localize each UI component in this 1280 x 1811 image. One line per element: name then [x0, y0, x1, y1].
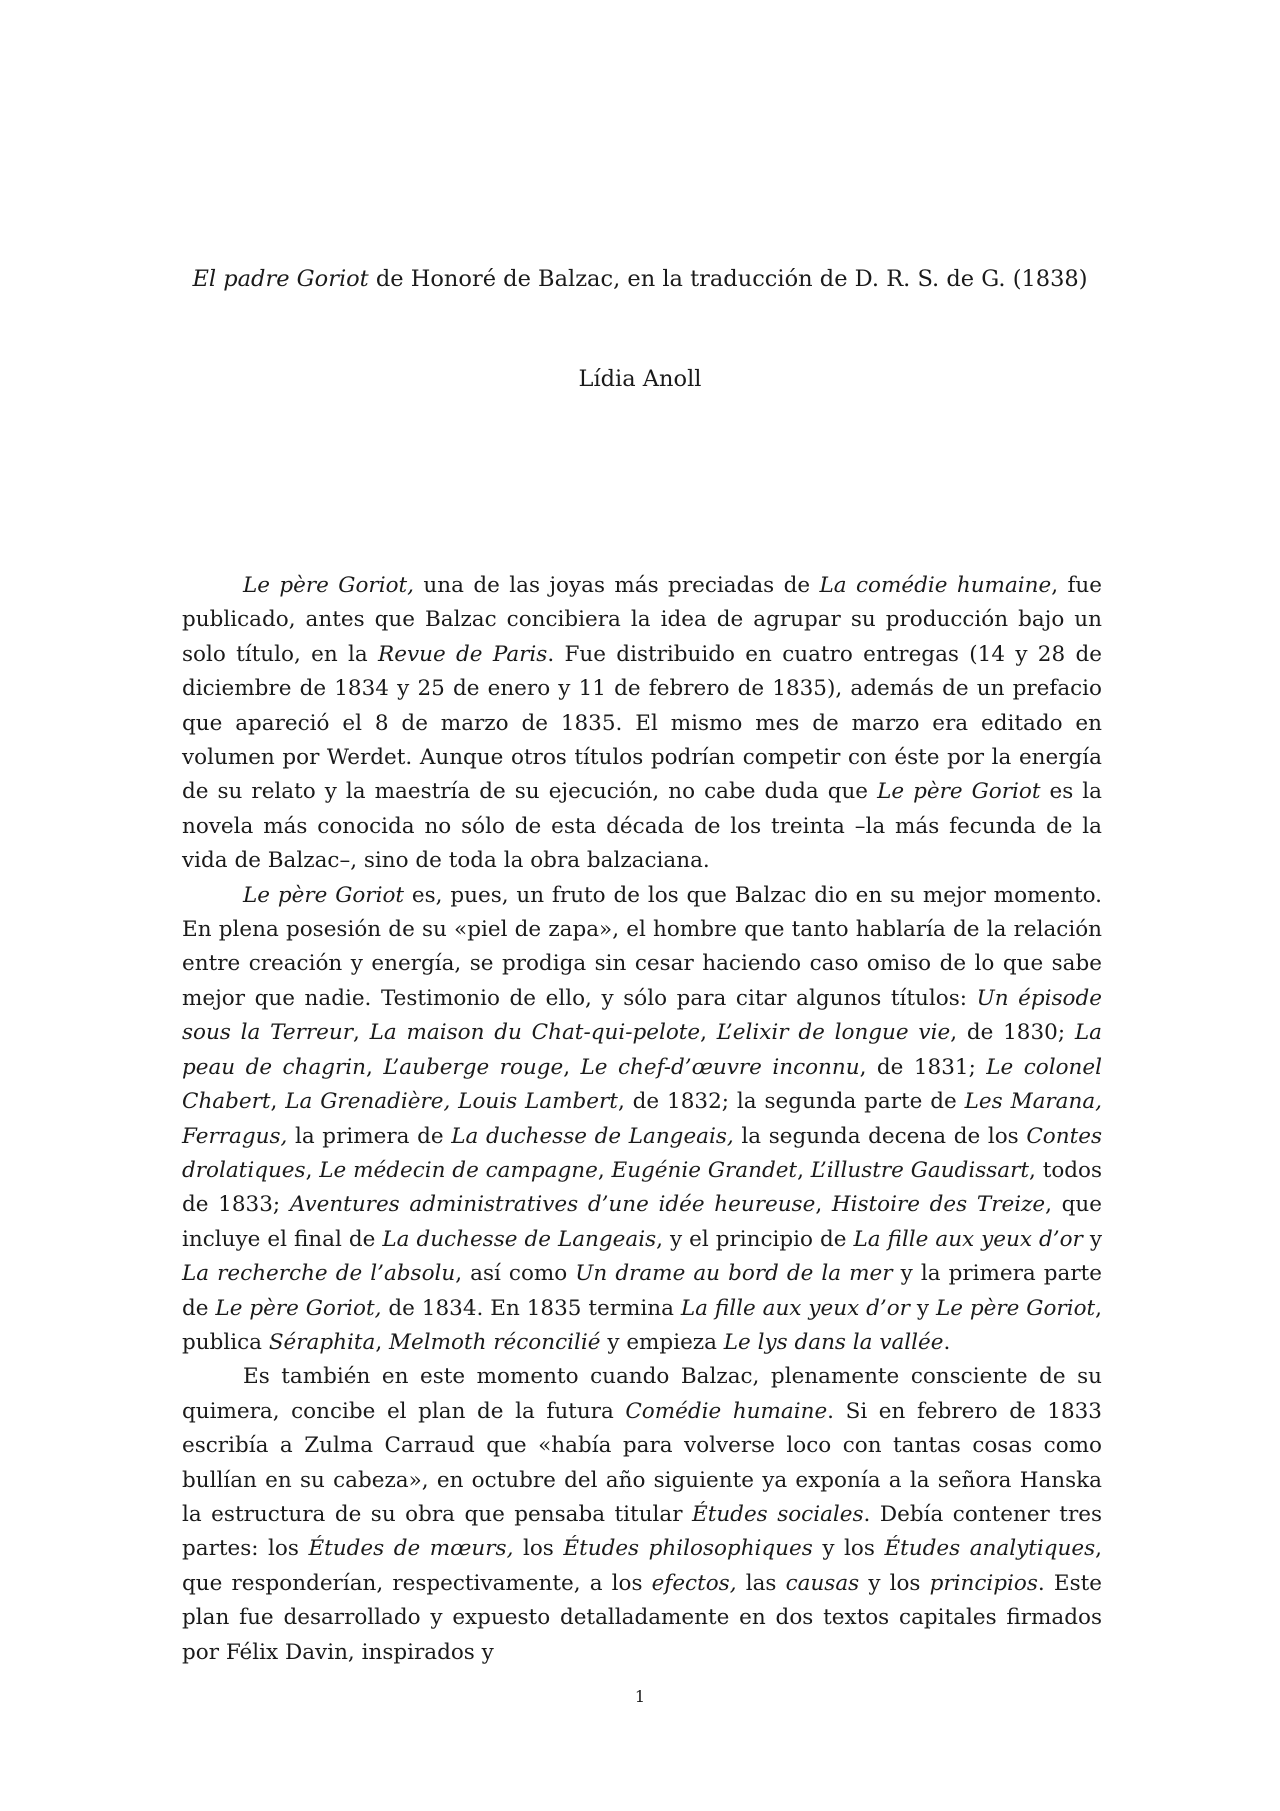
text-span: , así como	[455, 1261, 576, 1287]
text-span: ,	[597, 1157, 612, 1183]
italic-title-span: Aventures administratives d’une idée heureuse	[289, 1192, 816, 1218]
text-span: . Si en febrero de 1833 escribía a Zulma Carraud que «había para volverse loco con tantas cosas como bullían en su cabeza», en octubre del año siguiente ya exponía a la señora Hanska la estructura de su obra que pensaba titular	[182, 1398, 1102, 1527]
italic-title-span: La maison du Chat-qui-pelote	[369, 1020, 701, 1046]
text-span: , y el principio de	[656, 1226, 854, 1252]
text-span: ,	[352, 1020, 370, 1046]
italic-title-span: L’elixir de longue vie	[716, 1020, 951, 1046]
text-span: ,	[700, 1020, 717, 1046]
italic-title-span: Le lys dans la vallée	[723, 1329, 944, 1355]
italic-title-span: Un drame au bord de la mer	[575, 1261, 893, 1287]
paragraph	[182, 1360, 1102, 1670]
italic-title-span: Contes drolatiques	[182, 1123, 1102, 1183]
italic-title-span: Études sociales	[692, 1501, 864, 1527]
italic-title-span: Un épisode sous la Terreur	[182, 985, 1102, 1046]
text-span: , que responderían, respectivamente, a los	[182, 1536, 1102, 1596]
italic-title-span: Séraphita	[268, 1329, 376, 1355]
italic-title-span: Études de mœurs,	[308, 1536, 514, 1562]
text-span: la primera de	[287, 1123, 452, 1149]
italic-title-span: Histoire des Treize	[831, 1192, 1046, 1218]
italic-title-span: Études philosophiques	[563, 1536, 813, 1562]
text-span: de 1834. En 1835 termina	[381, 1295, 681, 1321]
text-span: y los	[812, 1536, 885, 1562]
text-span: las	[736, 1570, 786, 1596]
italic-title-span: La recherche de l’absolu	[182, 1261, 456, 1287]
text-span: . Debía contener tres partes: los	[182, 1501, 1102, 1562]
text-span: , todos de 1833;	[182, 1157, 1103, 1218]
text-span: , fue publicado, antes que Balzac concibiera la idea de agrupar su producción bajo un solo título, en la	[182, 573, 1102, 667]
italic-title-span: La Grenadière, Louis Lambert	[285, 1089, 618, 1115]
italic-title-span: La comédie humaine	[819, 573, 1052, 598]
italic-title-span: La fille aux yeux d’or	[853, 1226, 1083, 1252]
italic-title-span: Le père Goriot,	[215, 1295, 382, 1321]
text-span: y	[1082, 1226, 1102, 1252]
text-span: .	[943, 1329, 951, 1355]
italic-title-span: Le colonel Chabert	[182, 1054, 1102, 1115]
italic-title-span: La fille aux yeux d’or	[680, 1295, 910, 1321]
italic-title-span: L’illustre Gaudissart	[810, 1157, 1030, 1183]
text-span: ,	[366, 1054, 384, 1080]
italic-title-span: efectos,	[651, 1570, 737, 1596]
text-span: la segunda decena de los	[733, 1123, 1027, 1149]
text-span: , de 1830;	[950, 1020, 1075, 1046]
italic-title-span: Le père Goriot,	[243, 573, 415, 598]
text-span: es, pues, un fruto de los que Balzac dio en su mejor momento. En plena posesión de su «piel de zapa», el hombre que tanto hablaría de la relación entre creación y energía, se prodiga sin cesar haciendo caso omiso de lo que sabe mejor que nadie. Testimonio de ello, y sólo para citar algunos títulos:	[182, 882, 1103, 1011]
text-span: los	[513, 1536, 564, 1562]
text-span: , de 1832; la segunda parte de	[617, 1089, 965, 1115]
page-number: 1	[634, 1687, 646, 1706]
italic-title-span: L’auberge rouge	[383, 1054, 564, 1080]
text-span: y empieza	[600, 1329, 724, 1355]
text-span: es la novela más conocida no sólo de esta década de los treinta –la más fecunda de la vida de Balzac–, sino de toda la obra balzaciana.	[182, 779, 1103, 874]
italic-title-span: Revue de Paris	[378, 641, 548, 667]
text-span: y	[909, 1295, 936, 1321]
text-span: una de las joyas más preciadas de	[414, 573, 820, 598]
italic-title-span: Études analytiques	[884, 1536, 1096, 1562]
text-span: ,	[797, 1157, 811, 1183]
italic-title-span: Le père Goriot	[877, 779, 1041, 805]
italic-title-span: La duchesse de Langeais	[382, 1226, 657, 1252]
italic-title-span: Le père Goriot	[935, 1295, 1096, 1321]
document-title	[0, 262, 1280, 296]
italic-title-span: Melmoth réconcilié	[389, 1329, 601, 1355]
italic-title-span: causas	[785, 1570, 860, 1596]
text-span: , de 1831;	[859, 1054, 987, 1080]
paragraph	[182, 879, 1102, 1361]
title-rest: de Honoré de Balzac, en la traducción de D. R. S. de G. (1838)	[368, 266, 1088, 292]
text-span: . Este plan fue desarrollado y expuesto detalladamente en dos textos capitales firmados por Félix Davin, inspirados y	[182, 1570, 1102, 1665]
italic-title-span: La peau de chagrin	[182, 1020, 1103, 1080]
text-span: ,	[270, 1089, 286, 1115]
italic-title-span: Le père Goriot	[243, 882, 405, 908]
text-span: . Fue distribuido en cuatro entregas (14 y 28 de diciembre de 1834 y 25 de enero y 11 de febrero de 1835), además de un prefacio que apareció el 8 de marzo de 1835. El mismo mes de marzo era editado en volumen por Werdet. Aunque otros títulos podrían competir con éste por la energía de su relato y la maestría de su ejecución, no cabe duda que	[182, 641, 1102, 805]
italic-title-span: Les Marana, Ferragus,	[182, 1089, 1102, 1149]
text-span: Es también en este momento cuando Balzac, plenamente consciente de su quimera, concibe el plan de la futura	[182, 1364, 1102, 1424]
author-name: Lídia Anoll	[578, 366, 702, 392]
italic-title-span: La duchesse de Langeais,	[451, 1123, 734, 1149]
italic-title-span: principios	[929, 1570, 1038, 1596]
italic-title-span: Le médecin de campagne	[319, 1157, 598, 1183]
text-span: y la primera parte de	[182, 1261, 1102, 1321]
italic-title-span: Comédie humaine	[625, 1398, 828, 1424]
text-span: ,	[563, 1054, 581, 1080]
text-span: ,	[375, 1329, 389, 1355]
title-work-name: El padre Goriot	[192, 266, 369, 292]
italic-title-span: Eugénie Grandet	[611, 1157, 798, 1183]
body-text	[182, 569, 1102, 1670]
paragraph	[182, 569, 1102, 879]
text-span: y los	[859, 1570, 930, 1596]
text-span: ,	[305, 1157, 320, 1183]
text-span: ,	[815, 1192, 832, 1218]
text-span: , que incluye el final de	[182, 1192, 1102, 1252]
text-span: , publica	[182, 1295, 1102, 1355]
italic-title-span: Le chef-d’œuvre inconnu	[580, 1054, 860, 1080]
